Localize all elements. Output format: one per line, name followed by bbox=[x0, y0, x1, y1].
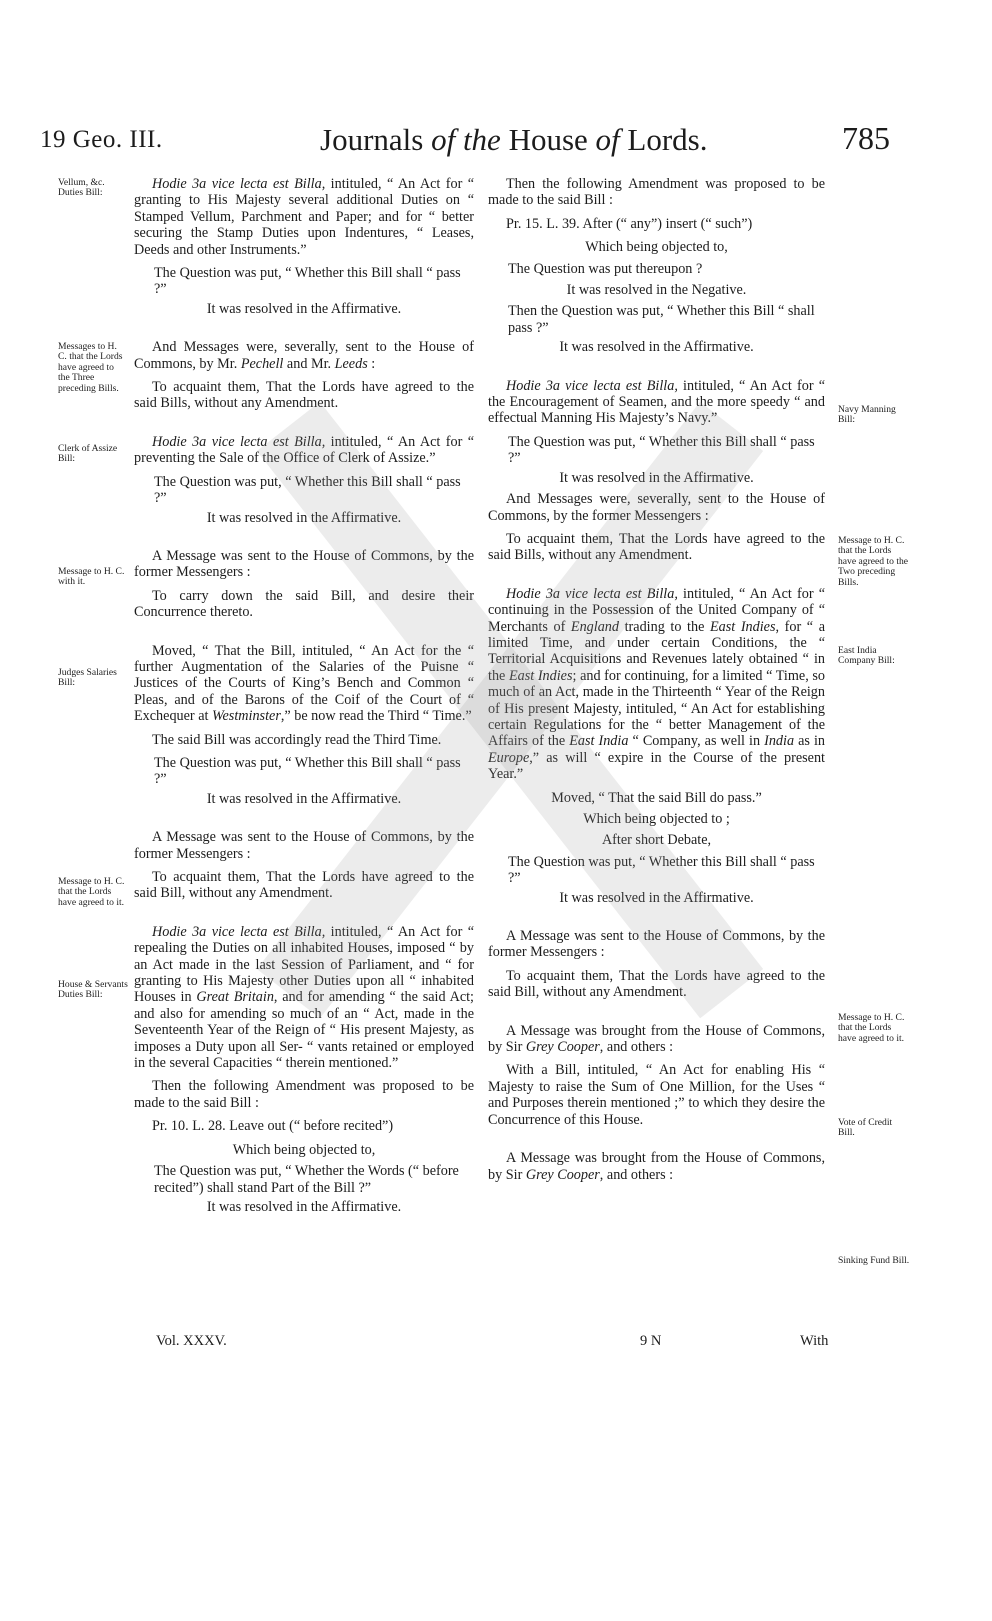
left-column bbox=[134, 176, 474, 1237]
entry-judges-bill bbox=[134, 643, 474, 808]
page-header bbox=[40, 120, 890, 166]
entry-message-agreed bbox=[134, 829, 474, 902]
resolution: It was resolved in the Negative. bbox=[566, 282, 747, 299]
question: The Question was put, “ Whether this Bill shall “ pass ?” bbox=[154, 265, 461, 298]
resolution: It was resolved in the Affirmative. bbox=[206, 509, 402, 526]
paragraph: Hodie 3a vice lecta est Billa, intituled, “ An Act for “ the Encouragement of Seamen, and the more speedy “ and effectual Manning His Majesty’s Navy.” bbox=[488, 377, 825, 427]
resolution: It was resolved in the Affirmative. bbox=[559, 339, 754, 356]
margin-note-judges: Judges Salaries Bill: bbox=[58, 667, 117, 689]
resolution: It was resolved in the Affirmative. bbox=[206, 300, 402, 317]
paragraph: Hodie 3a vice lecta est Billa, intituled, “ An Act for “ continuing in the Possession of the United Company of “ Merchants of England trading to the East Indies, for “ a limited Time, and under certain Conditions, the “ Territorial Acquisitions and Revenues lately obtained “ in the East Indies; and for continuing, for a limited “ Time, so much of an Act, made in the Thirteenth “ Year of the Reign of His present Majesty, intituled, “ An Act for establishing certain Regulations for the “ better Management of the Affairs of the East India “ Company, as well in India as in Europe,” as will “ expire in the Course of the present Year.” bbox=[488, 585, 826, 783]
margin-note-sinking-fund: Sinking Fund Bill. bbox=[838, 1255, 910, 1266]
entry-navy-bill bbox=[488, 378, 825, 564]
entry-clerk-bill bbox=[134, 434, 474, 526]
margin-note-east-india: East India Company Bill: bbox=[838, 645, 895, 667]
paragraph: Then the following Amendment was proposed to be made to the said Bill : bbox=[134, 1078, 474, 1111]
entry-vote-credit bbox=[488, 1023, 825, 1128]
resolution: It was resolved in the Affirmative. bbox=[559, 889, 754, 906]
paragraph: Then the following Amendment was proposed to be made to the said Bill : bbox=[488, 176, 825, 209]
margin-note-vote-credit: Vote of Credit Bill. bbox=[838, 1117, 893, 1139]
question: The Question was put, “ Whether this Bill shall “ pass ?” bbox=[508, 853, 815, 887]
entry-house-bill bbox=[134, 924, 474, 1216]
margin-note-vellum: Vellum, &c. Duties Bill: bbox=[58, 177, 105, 199]
paragraph: With a Bill, intituled, “ An Act for enabling His “ Majesty to raise the Sum of One Million, for the Uses “ and Purposes therein mentioned ;” to which they desire the Concurrence of this House. bbox=[488, 1062, 825, 1128]
right-column bbox=[488, 176, 825, 1205]
page-number: 785 bbox=[842, 120, 890, 156]
entry-amendment bbox=[488, 176, 825, 356]
resolution: It was resolved in the Affirmative. bbox=[206, 1198, 402, 1215]
margin-note-message-two: Message to H. C. that the Lords have agreed to the Two preceding Bills. bbox=[838, 535, 909, 588]
paragraph: The said Bill was accordingly read the Third Time. bbox=[152, 731, 442, 748]
volume-label: Vol. XXXV. bbox=[156, 1333, 227, 1349]
question: The Question was put, “ Whether this Bill shall “ pass ?” bbox=[154, 473, 461, 507]
running-title: Journals of the House of Lords. bbox=[320, 122, 708, 157]
debate: After short Debate, bbox=[601, 832, 712, 849]
paragraph: Hodie 3a vice lecta est Billa, intituled, “ An Act for “ preventing the Sale of the Office of Clerk of Assize.” bbox=[134, 433, 475, 467]
question: Then the Question was put, “ Whether this Bill “ shall pass ?” bbox=[508, 303, 815, 336]
margin-note-messages: Messages to H. C. that the Lords have agreed to the Three preceding Bills. bbox=[58, 341, 123, 394]
margin-note-message-agreed: Message to H. C. that the Lords have agreed to it. bbox=[58, 876, 125, 908]
margin-note-clerk: Clerk of Assize Bill: bbox=[58, 443, 118, 465]
objection: Which being objected to, bbox=[585, 239, 728, 256]
resolution: It was resolved in the Affirmative. bbox=[559, 469, 754, 486]
entry-messages bbox=[134, 339, 474, 412]
paragraph: To acquaint them, That the Lords have agreed to the said Bill, without any Amendment. bbox=[488, 967, 825, 1001]
margin-note-message-with: Message to H. C. with it. bbox=[58, 566, 125, 588]
regnal-year: 19 Geo. III. bbox=[40, 126, 163, 153]
amendment: Pr. 10. L. 28. Leave out (“ before recited”) bbox=[152, 1118, 394, 1135]
catchword: With bbox=[800, 1333, 829, 1349]
paragraph: To acquaint them, That the Lords have agreed to the said Bill, without any Amendment. bbox=[134, 869, 474, 902]
amendment: Pr. 15. L. 39. After (“ any”) insert (“ such”) bbox=[506, 215, 753, 232]
margin-note-navy: Navy Manning Bill: bbox=[838, 404, 896, 426]
paragraph: A Message was brought from the House of Commons, by Sir Grey Cooper, and others : bbox=[488, 1022, 825, 1056]
paragraph: And Messages were, severally, sent to the House of Commons, by Mr. Pechell and Mr. Leeds : bbox=[134, 339, 474, 372]
signature-mark: 9 N bbox=[640, 1333, 662, 1349]
margin-note-message-agreed-2: Message to H. C. that the Lords have agreed to it. bbox=[838, 1012, 905, 1044]
resolution: It was resolved in the Affirmative. bbox=[206, 790, 402, 807]
margin-note-house-servants: House & Servants Duties Bill: bbox=[58, 979, 128, 1001]
paragraph: A Message was brought from the House of Commons, by Sir Grey Cooper, and others : bbox=[488, 1150, 825, 1183]
objection: Which being objected to ; bbox=[583, 811, 730, 827]
paragraph: A Message was sent to the House of Commons, by the former Messengers : bbox=[134, 547, 474, 581]
paragraph: To carry down the said Bill, and desire their Concurrence thereto. bbox=[134, 587, 474, 621]
paragraph: To acquaint them, That the Lords have agreed to the said Bills, without any Amendment. bbox=[134, 379, 474, 412]
paragraph: Moved, “ That the Bill, intituled, “ An Act for the “ further Augmentation of the Salaries of the Puisne “ Justices of the Courts of King’s Bench and Common “ Pleas, and of the Barons of the Coif of the Court of “ Exchequer at Westminster,” be now read the Third “ Time.” bbox=[134, 642, 474, 725]
objection: Which being objected to, bbox=[232, 1141, 376, 1158]
entry-message-with bbox=[134, 548, 474, 621]
paragraph: Hodie 3a vice lecta est Billa, intituled, “ An Act for “ repealing the Duties on all inhabited Houses, imposed “ by an Act made in the last Session of Parliament, and “ for granting to His Majesty other Duties upon all “ inhabited Houses in Great Britain, and for amending “ the said Act; and also for amending so much of an “ Act, made in the Seventeenth Year of the Reign of “ His present Majesty, as imposes a Duty upon all Ser- “ vants retained or employed in the several Capacities “ therein mentioned.” bbox=[134, 923, 475, 1072]
entry-east-india-bill bbox=[488, 586, 825, 906]
paragraph: A Message was sent to the House of Commons, by the former Messengers : bbox=[134, 829, 474, 862]
motion: Moved, “ That the said Bill do pass.” bbox=[551, 789, 762, 806]
question: The Question was put thereupon ? bbox=[508, 260, 703, 277]
question: The Question was put, “ Whether this Bill shall “ pass ?” bbox=[508, 433, 815, 467]
question: The Question was put, “ Whether the Words (“ before recited”) shall stand Part of the Bill ?” bbox=[154, 1163, 459, 1196]
paragraph: And Messages were, severally, sent to the House of Commons, by the former Messengers : bbox=[488, 491, 825, 524]
question: The Question was put, “ Whether this Bill shall “ pass ?” bbox=[154, 754, 461, 788]
paragraph: Hodie 3a vice lecta est Billa, intituled, “ An Act for “ granting to His Majesty several additional Duties on “ Stamped Vellum, Parchment and Paper; and for “ better securing the Stamp Duties upon Indentures, “ Leases, Deeds and other Instruments.” bbox=[134, 176, 475, 258]
entry-sinking-fund bbox=[488, 1150, 825, 1183]
entry-vellum-bill bbox=[134, 176, 474, 317]
paragraph: A Message was sent to the House of Commons, by the former Messengers : bbox=[488, 928, 825, 961]
paragraph: To acquaint them, That the Lords have agreed to the said Bills, without any Amendment. bbox=[488, 530, 825, 564]
entry-message-agreed-2 bbox=[488, 928, 825, 1001]
